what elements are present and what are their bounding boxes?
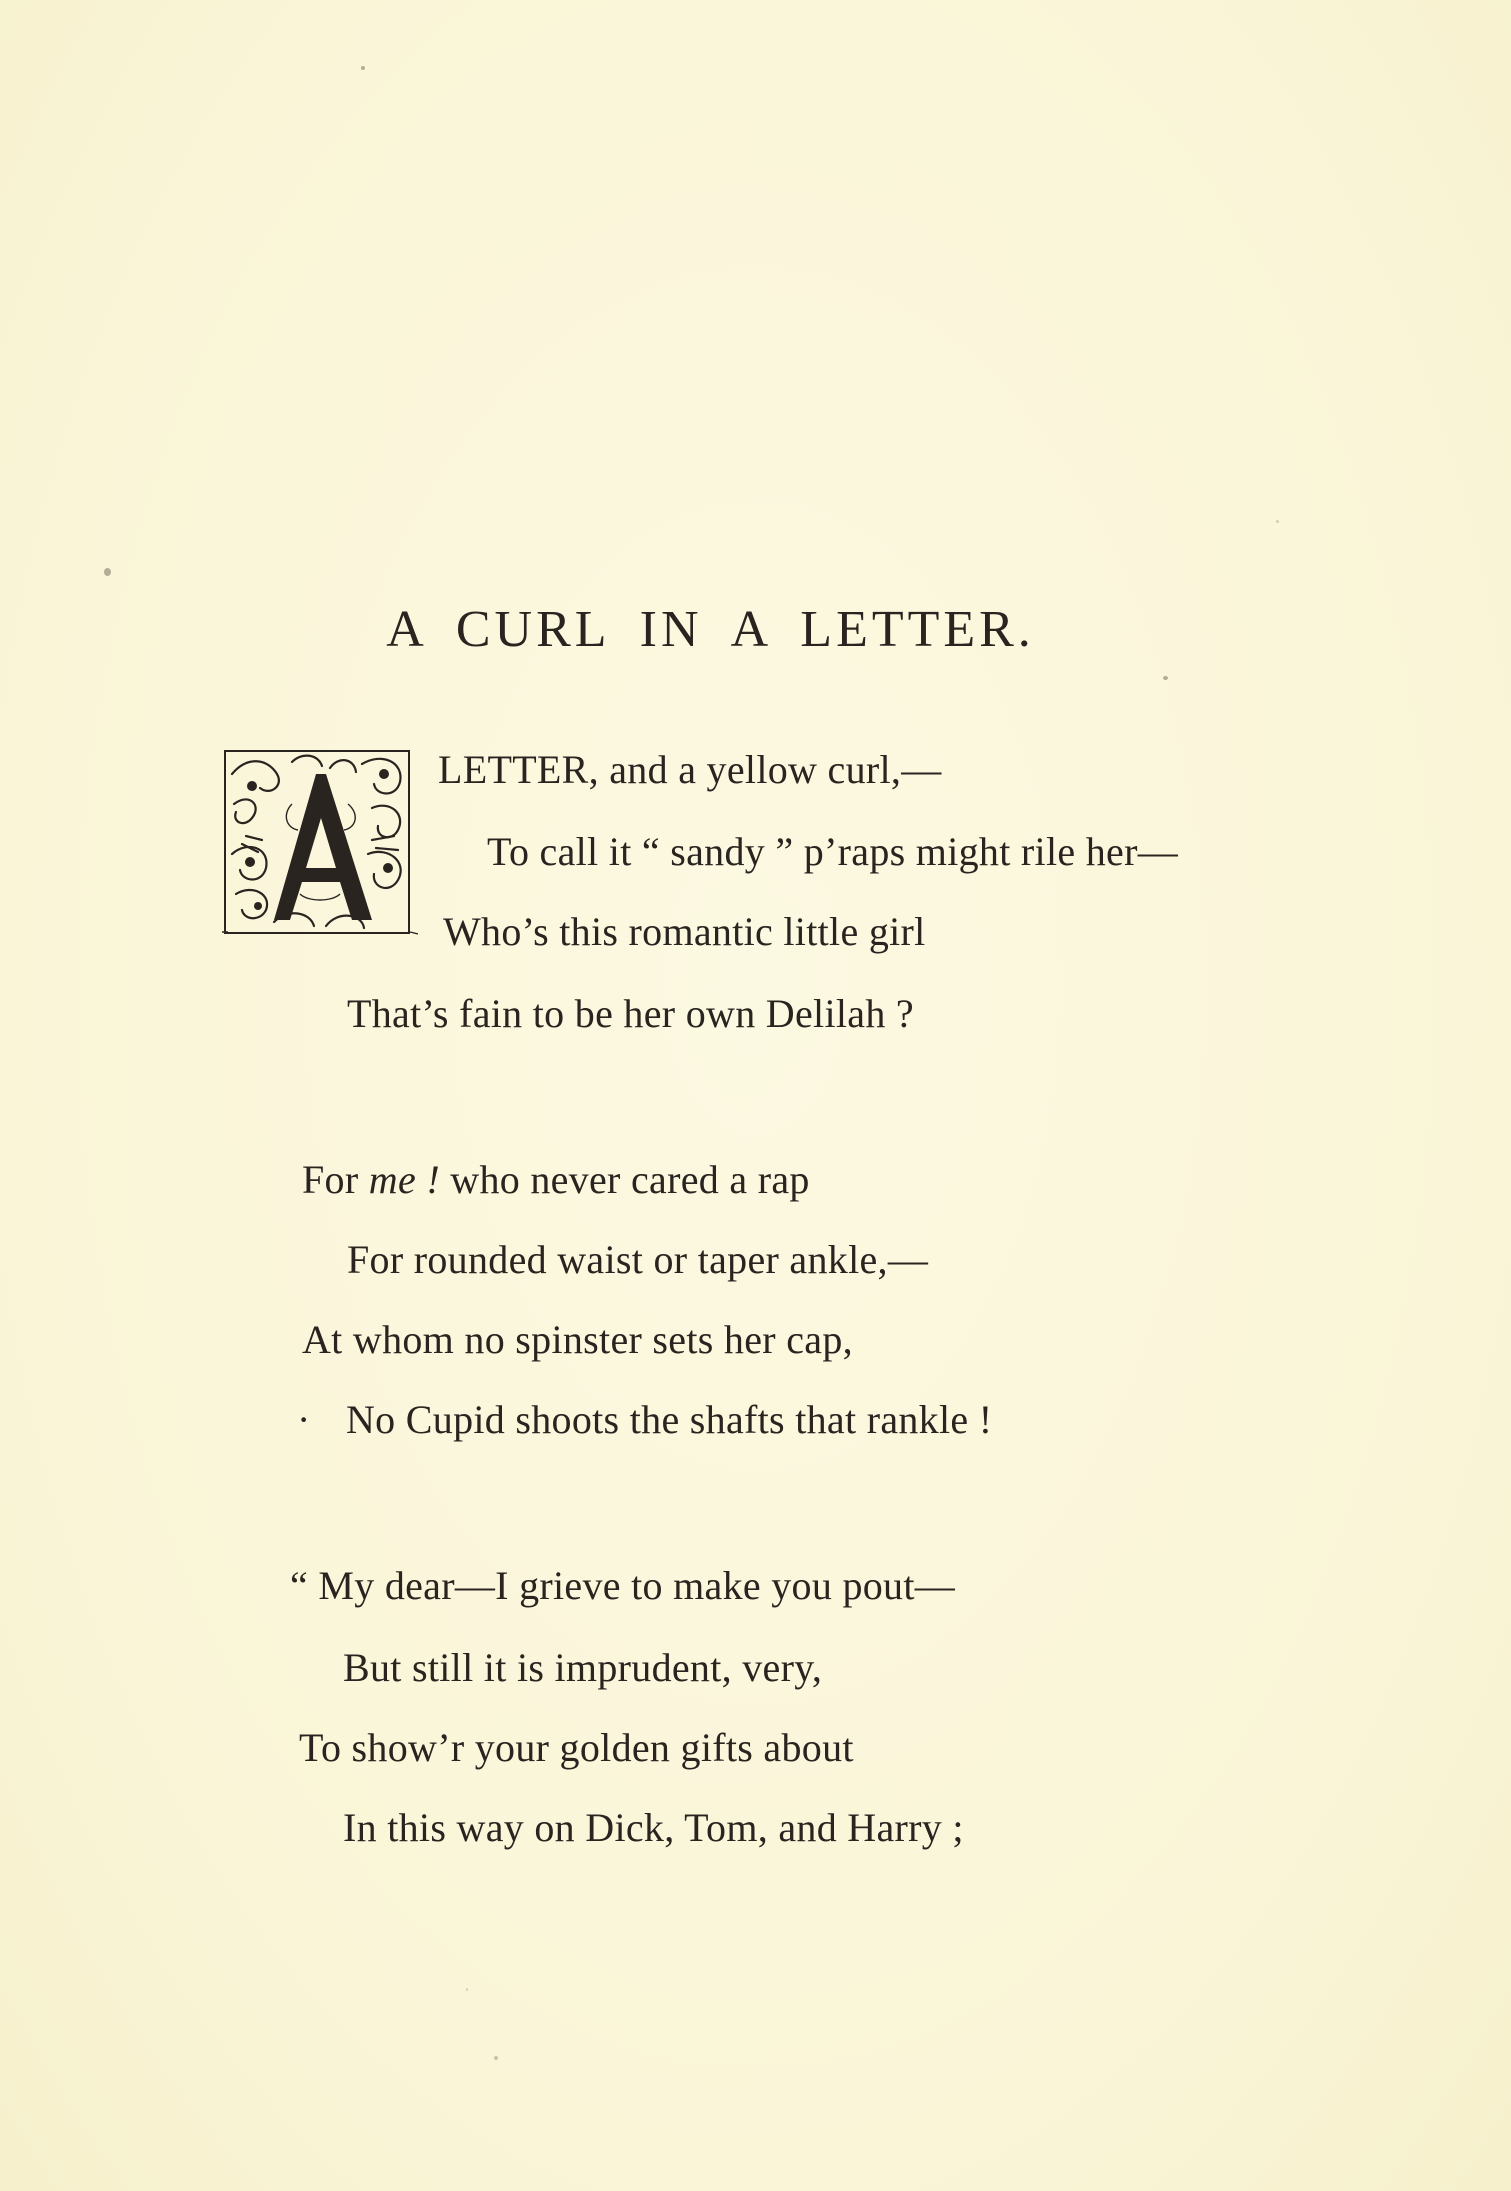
verse-line: Who’s this romantic little girl: [443, 909, 926, 954]
verse-line: For rounded waist or taper ankle,—: [347, 1237, 929, 1282]
paper-speck: [1276, 520, 1279, 523]
verse-text: who never cared a rap: [439, 1157, 810, 1202]
ornamental-drop-cap-a: [222, 744, 418, 940]
verse-line: LETTER, and a yellow curl,—: [438, 747, 942, 792]
verse-line: At whom no spinster sets her cap,: [302, 1317, 853, 1362]
margin-mark: ·: [297, 1397, 311, 1442]
verse-line: But still it is imprudent, very,: [343, 1645, 823, 1690]
verse-line-with-italic: [302, 1156, 810, 1203]
verse-line: That’s fain to be her own Delilah ?: [347, 991, 914, 1036]
paper-speck: [1163, 676, 1168, 680]
paper-speck: [361, 66, 365, 70]
verse-text: For: [302, 1157, 369, 1202]
verse-italic-emphasis: me !: [368, 1157, 440, 1202]
paper-speck: [104, 568, 111, 576]
verse-line: “ My dear—I grieve to make you pout—: [290, 1563, 956, 1608]
verse-line: No Cupid shoots the shafts that rankle !: [346, 1397, 993, 1442]
verse-line: In this way on Dick, Tom, and Harry ;: [343, 1805, 964, 1850]
verse-line: To show’r your golden gifts about: [299, 1725, 854, 1770]
verse-line: To call it “ sandy ” p’raps might rile her—: [487, 829, 1179, 874]
paper-speck: [494, 2056, 498, 2060]
poem-title: A CURL IN A LETTER.: [386, 601, 1035, 658]
paper-speck: [466, 1988, 468, 1991]
